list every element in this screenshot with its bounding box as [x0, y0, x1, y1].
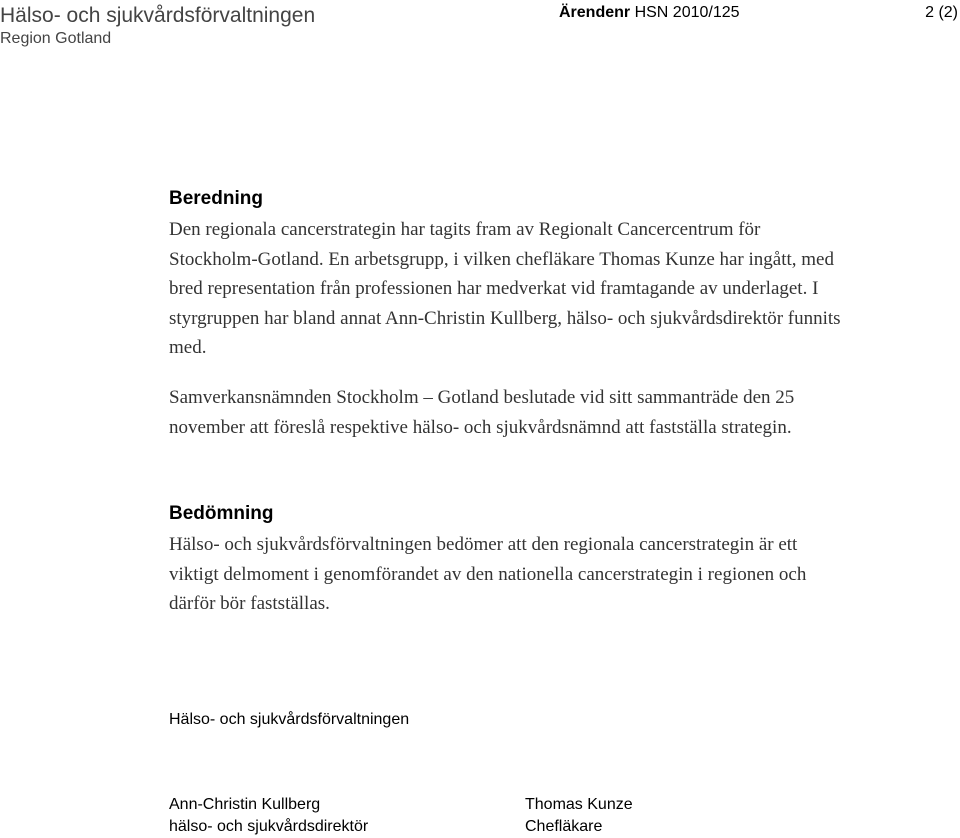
- signature-department: Hälso- och sjukvårdsförvaltningen: [169, 711, 410, 728]
- beredning-paragraph-2: Samverkansnämnden Stockholm – Gotland beslutade vid sitt sammanträde den 25 november att föreslå respektive hälso- och sjukvårdsnämnd att fastställa strategin.: [169, 387, 795, 438]
- signer-1-title: hälso- och sjukvårdsdirektör: [169, 818, 369, 835]
- page-number: 2 (2): [925, 4, 958, 21]
- reference-value: HSN 2010/125: [634, 4, 740, 21]
- reference-label: Ärendenr: [559, 4, 631, 21]
- header-region: Region Gotland: [0, 30, 112, 47]
- section-heading-bedomning: Bedömning: [169, 503, 274, 524]
- header-organization: Hälso- och sjukvårdsförvaltningen: [0, 4, 316, 27]
- signer-2-title: Chefläkare: [525, 818, 603, 835]
- section-heading-beredning: Beredning: [169, 188, 263, 209]
- signer-1-name: Ann-Christin Kullberg: [169, 796, 321, 813]
- bedomning-paragraph-1: Hälso- och sjukvårdsförvaltningen bedömer att den regionala cancerstrategin är ett viktigt delmoment i genomförandet av den nationella cancerstrategin i regionen och därför bör fastställas.: [169, 534, 807, 614]
- reference-number: [559, 4, 740, 22]
- signer-2-name: Thomas Kunze: [525, 796, 633, 813]
- beredning-paragraph-1: Den regionala cancerstrategin har tagits fram av Regionalt Cancercentrum för Stockholm-Gotland. En arbetsgrupp, i vilken chefläkare Thomas Kunze har ingått, med bred representation från professionen har medverkat vid framtagande av underlaget. I styrgruppen har bland annat Ann-Christin Kullberg, hälso- och sjukvårdsdirektör funnits med.: [169, 219, 841, 358]
